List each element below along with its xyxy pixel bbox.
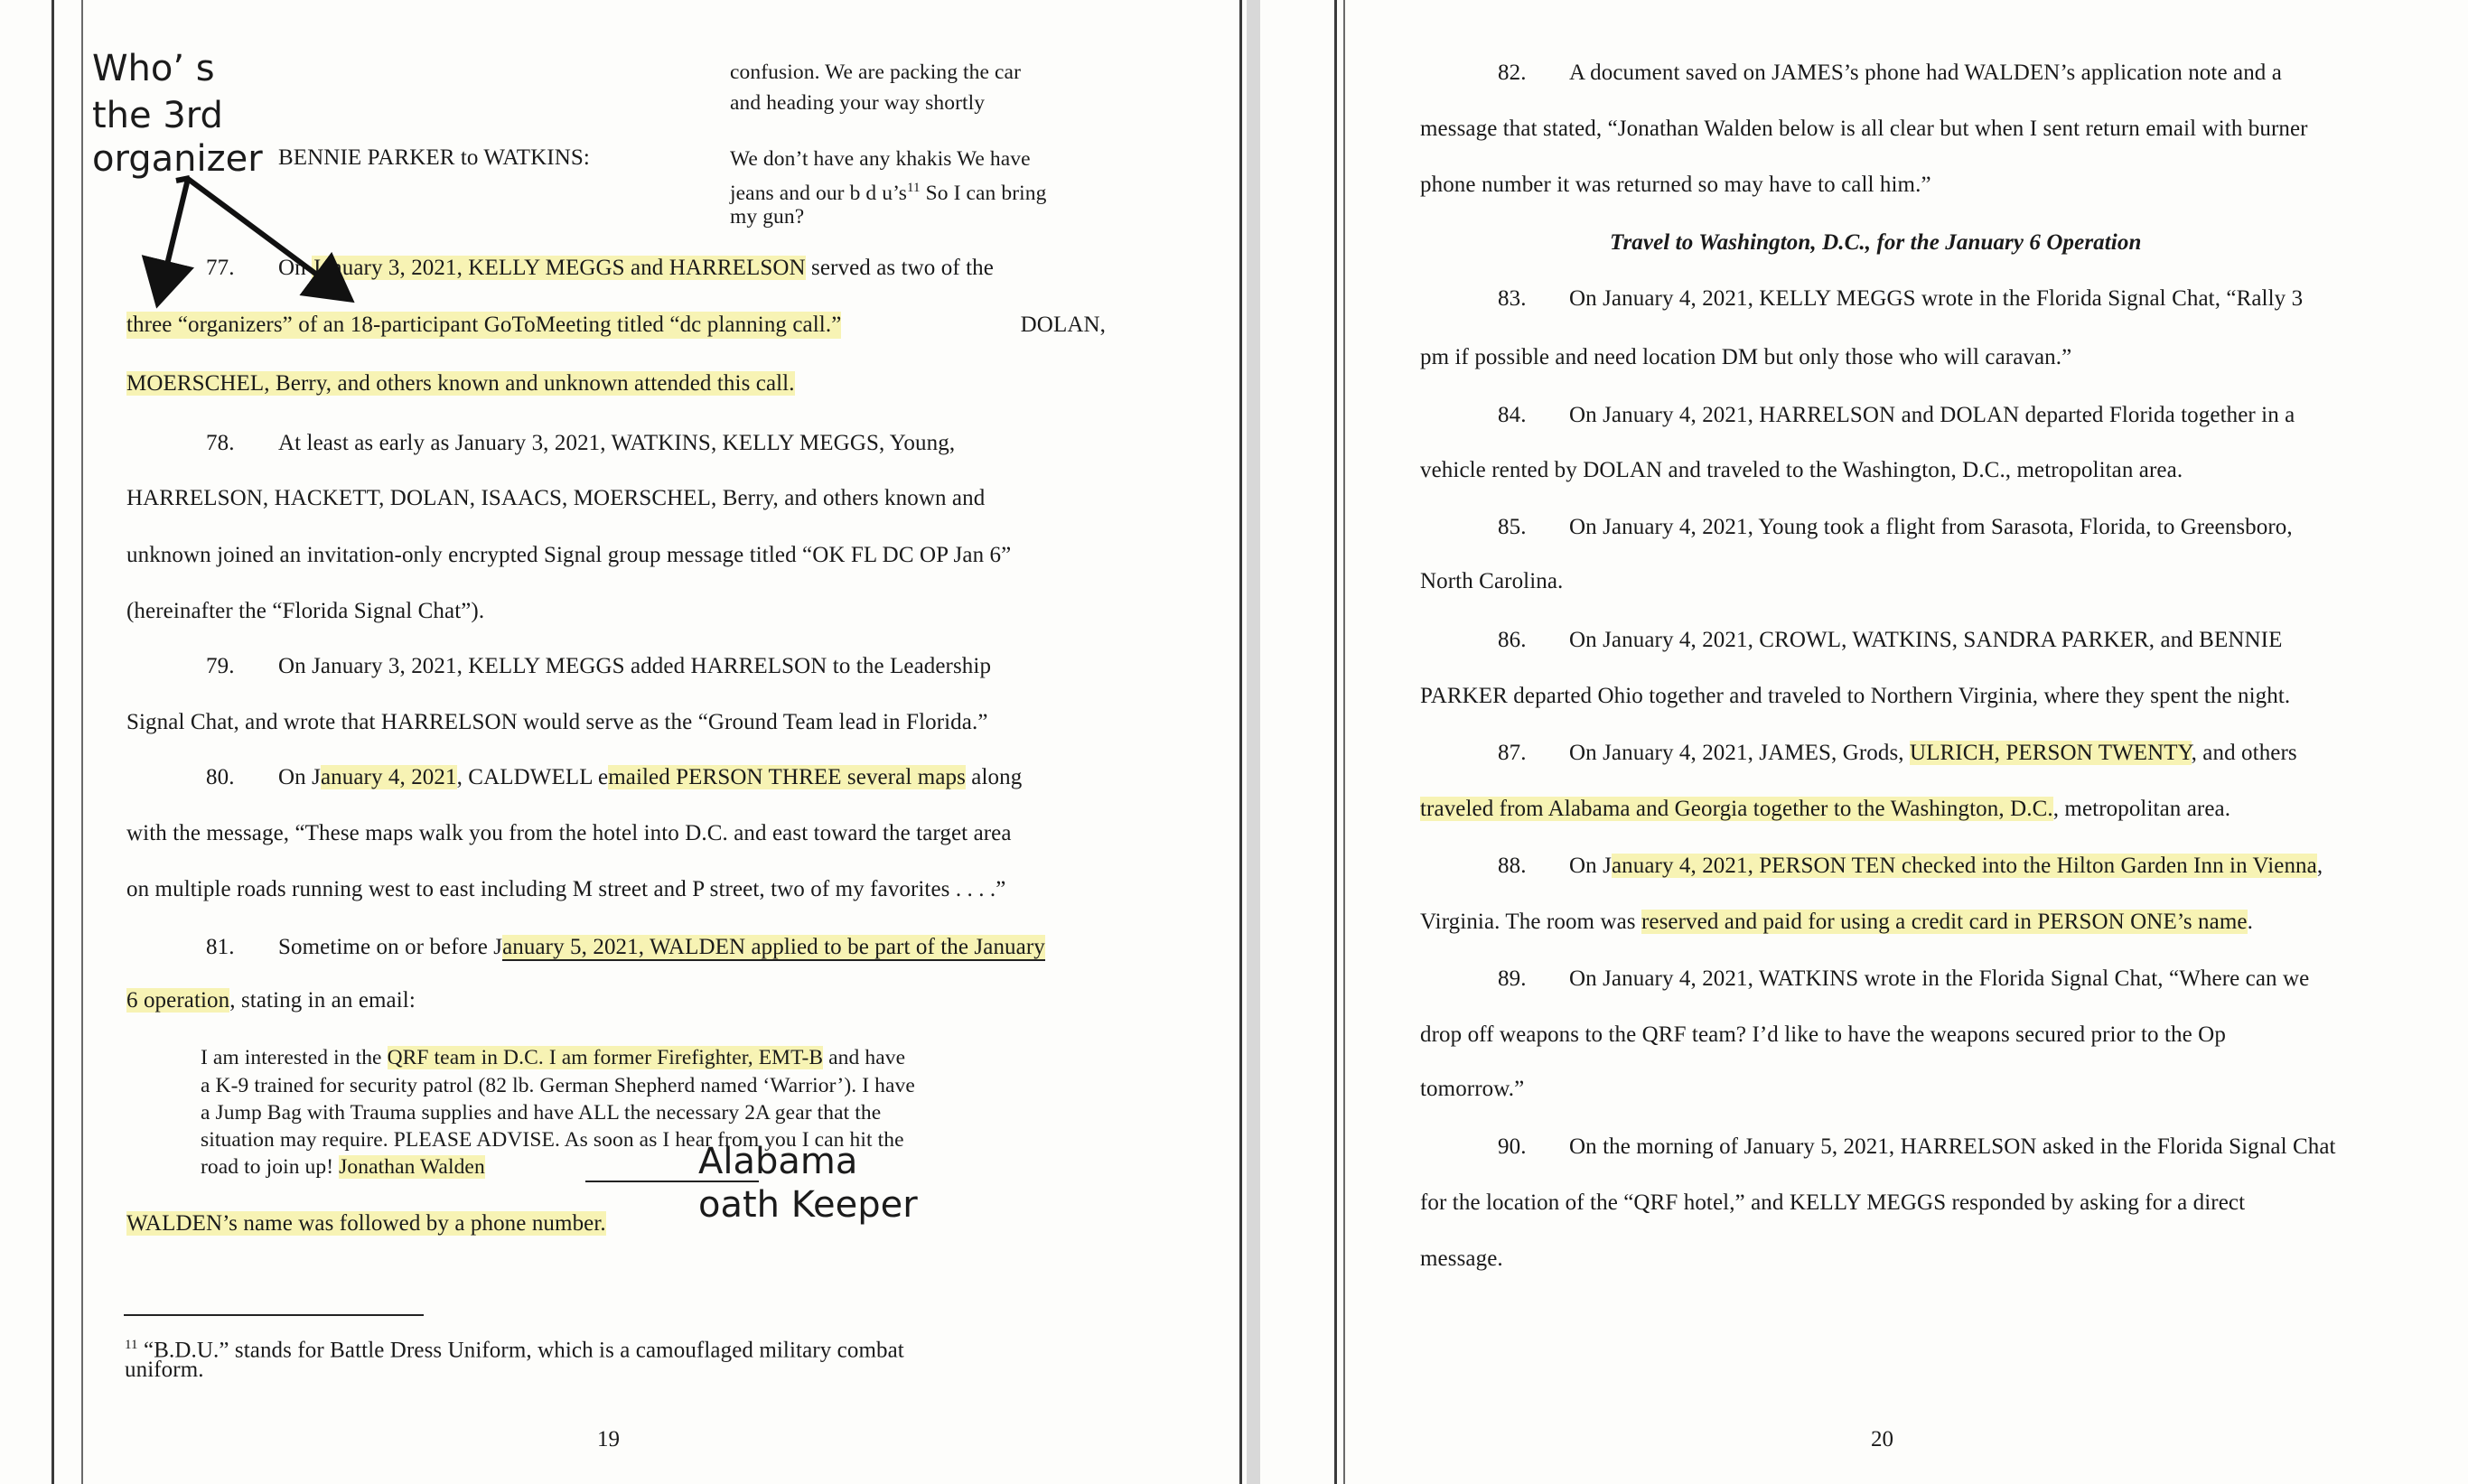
blockquote-line5: road to join up! Jonathan Walden: [201, 1155, 485, 1179]
para-82-number: 82.: [1498, 61, 1527, 85]
para-79-line2: Signal Chat, and wrote that HARRELSON would serve as the “Ground Team lead in Florida.”: [126, 710, 988, 734]
para-78-line2: HARRELSON, HACKETT, DOLAN, ISAACS, MOERSCHEL, Berry, and others known and: [126, 486, 986, 510]
quote-top-line1: confusion. We are packing the car: [730, 61, 1022, 84]
para-89-number: 89.: [1498, 966, 1527, 991]
para-85-line2: North Carolina.: [1420, 569, 1564, 593]
para-85-line1: On January 4, 2021, Young took a flight from Sarasota, Florida, to Greensboro,: [1569, 515, 2293, 539]
para-78-line4: (hereinafter the “Florida Signal Chat”).: [126, 599, 485, 623]
para-78-line3: unknown joined an invitation-only encrypted Signal group message titled “OK FL DC OP Jan 6”: [126, 543, 1012, 567]
blockquote-line1: I am interested in the QRF team in D.C. I am former Firefighter, EMT-B and have: [201, 1046, 906, 1069]
para-84-number: 84.: [1498, 403, 1527, 427]
page-border-left-inner: [1343, 0, 1345, 1484]
para-77-line1: On January 3, 2021, KELLY MEGGS and HARRELSON served as two of the: [278, 256, 994, 280]
arrow-to-three: [159, 179, 188, 298]
para-78-line1: At least as early as January 3, 2021, WATKINS, KELLY MEGGS, Young,: [278, 431, 956, 455]
para-86-line2: PARKER departed Ohio together and traveled to Northern Virginia, where they spent the night.: [1420, 684, 2291, 708]
page-border-left: [51, 0, 54, 1484]
para-78-number: 78.: [206, 431, 235, 455]
para-89-line3: tomorrow.”: [1420, 1077, 1525, 1101]
page-border-left-inner: [81, 0, 83, 1484]
para-84-line2: vehicle rented by DOLAN and traveled to the Washington, D.C., metropolitan area.: [1420, 458, 2183, 482]
after-block-line: WALDEN’s name was followed by a phone number.: [126, 1211, 606, 1236]
para-86-line1: On January 4, 2021, CROWL, WATKINS, SANDRA PARKER, and BENNIE: [1569, 628, 2283, 652]
footnote-line1: $^{11}$ “B.D.U.” stands for Battle Dress Uniform, which is a camouflaged military combat: [125, 1338, 904, 1363]
para-79-number: 79.: [206, 654, 235, 678]
bennie-label: BENNIE PARKER to WATKINS:: [278, 145, 590, 170]
para-80-number: 80.: [206, 765, 235, 789]
para-90-line1: On the morning of January 5, 2021, HARRELSON asked in the Florida Signal Chat: [1569, 1134, 2336, 1159]
quote-mid-line1: We don’t have any khakis We have: [730, 147, 1031, 171]
annotation-alabama-line2: oath Keeper: [698, 1184, 918, 1226]
quote-mid-line2: jeans and our b d $u’s^{11}$ So I can bring: [730, 181, 1047, 205]
para-87-number: 87.: [1498, 741, 1527, 765]
para-81-line1: Sometime on or before January 5, 2021, WALDEN applied to be part of the January: [278, 935, 1045, 959]
footnote-rule: [124, 1314, 424, 1316]
para-84-line1: On January 4, 2021, HARRELSON and DOLAN departed Florida together in a: [1569, 403, 2295, 427]
para-82-line1: A document saved on JAMES’s phone had WALDEN’s application note and a: [1569, 61, 2282, 85]
quote-top-line2: and heading your way shortly: [730, 91, 986, 115]
blockquote-line4: situation may require. PLEASE ADVISE. As soon as I hear from you I can hit the: [201, 1128, 904, 1152]
para-81-number: 81.: [206, 935, 235, 959]
para-80-line3: on multiple roads running west to east including M street and P street, two of my favorites . . . .”: [126, 877, 1006, 901]
page-20: [1260, 0, 2468, 1484]
para-80-line1: On January 4, 2021, CALDWELL emailed PERSON THREE several maps along: [278, 765, 1023, 789]
para-82-line3: phone number it was returned so may have to call him.”: [1420, 173, 1931, 197]
para-88-number: 88.: [1498, 854, 1527, 878]
para-88-line2: Virginia. The room was reserved and paid for using a credit card in PERSON ONE’s name.: [1420, 910, 2253, 934]
page-border-right: [1239, 0, 1242, 1484]
para-83-line1: On January 4, 2021, KELLY MEGGS wrote in the Florida Signal Chat, “Rally 3: [1569, 286, 2304, 311]
para-86-number: 86.: [1498, 628, 1527, 652]
quote-mid-line3: my gun?: [730, 205, 805, 229]
para-87-line2: traveled from Alabama and Georgia together to the Washington, D.C., metropolitan area.: [1420, 797, 2231, 821]
annotation-alabama-line1: Alabama: [698, 1141, 858, 1182]
section-heading: Travel to Washington, D.C., for the January 6 Operation: [1610, 230, 2142, 255]
para-83-line2: pm if possible and need location DM but only those who will caravan.”: [1420, 345, 2072, 369]
para-77-line3: MOERSCHEL, Berry, and others known and unknown attended this call.: [126, 371, 795, 396]
footnote-line2: uniform.: [125, 1358, 204, 1382]
page-number-20: 20: [1871, 1427, 1893, 1451]
para-80-line2: with the message, “These maps walk you from the hotel into D.C. and east toward the target area: [126, 821, 1012, 845]
page-border-left: [1334, 0, 1337, 1484]
para-83-number: 83.: [1498, 286, 1527, 311]
para-79-line1: On January 3, 2021, KELLY MEGGS added HARRELSON to the Leadership: [278, 654, 992, 678]
para-90-number: 90.: [1498, 1134, 1527, 1159]
para-81-line2: 6 operation, stating in an email:: [126, 988, 416, 1013]
page-number-19: 19: [597, 1427, 620, 1451]
para-88-line1: On January 4, 2021, PERSON TEN checked into the Hilton Garden Inn in Vienna,: [1569, 854, 2323, 878]
para-90-line2: for the location of the “QRF hotel,” and KELLY MEGGS responded by asking for a direct: [1420, 1190, 2246, 1215]
annotation-whos-line2: the 3rd: [92, 95, 223, 136]
blockquote-line3: a Jump Bag with Trauma supplies and have ALL the necessary 2A gear that the: [201, 1101, 882, 1125]
para-77-line2: three “organizers” of an 18-participant GoToMeeting titled “dc planning call.” DOLAN,: [126, 313, 1106, 337]
footnote-ref: 11: [906, 181, 921, 195]
blockquote-line2: a K-9 trained for security patrol (82 lb. German Shepherd named ‘Warrior’). I have: [201, 1074, 915, 1097]
annotation-whos-line3: organizer: [92, 138, 263, 180]
para-87-line1: On January 4, 2021, JAMES, Grods, ULRICH, PERSON TWENTY, and others: [1569, 741, 2297, 765]
para-89-line2: drop off weapons to the QRF team? I’d like to have the weapons secured prior to the Op: [1420, 1022, 2226, 1047]
para-85-number: 85.: [1498, 515, 1527, 539]
para-82-line2: message that stated, “Jonathan Walden below is all clear but when I sent return email with burner: [1420, 117, 2308, 141]
para-89-line1: On January 4, 2021, WATKINS wrote in the Florida Signal Chat, “Where can we: [1569, 966, 2310, 991]
para-90-line3: message.: [1420, 1246, 1503, 1271]
annotation-whos-line1: Who’ s: [92, 48, 215, 89]
para-77-number: 77.: [206, 256, 235, 280]
